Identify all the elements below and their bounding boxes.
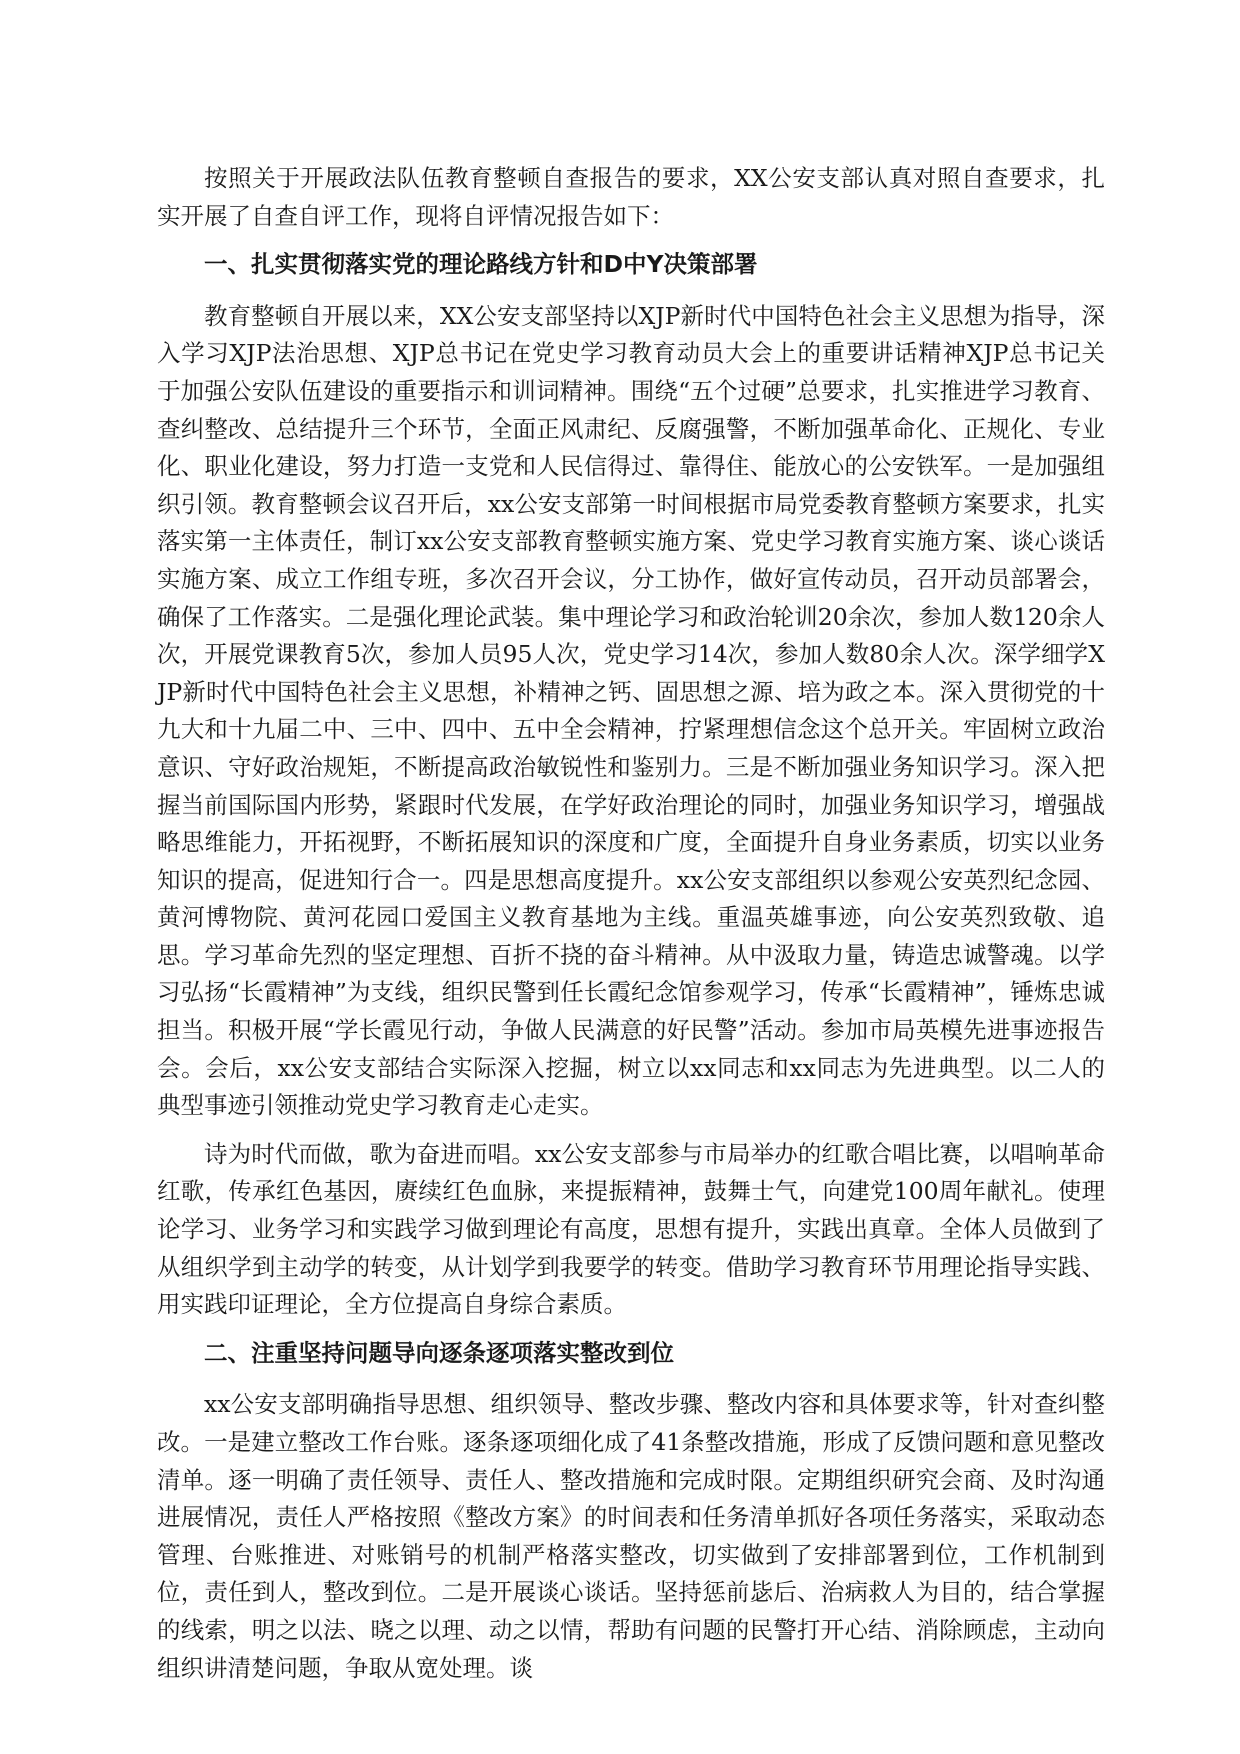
- intro-paragraph: 按照关于开展政法队伍教育整顿自查报告的要求，XX公安支部认真对照自查要求，扎实开展了自查自评工作，现将自评情况报告如下：: [157, 164, 1105, 230]
- section-2-paragraph-1: xx公安支部明确指导思想、组织领导、整改步骤、整改内容和具体要求等，针对查纠整改。一是建立整改工作台账。逐条逐项细化成了41条整改措施，形成了反馈问题和意见整改清单。逐一明确了责任领导、责任人、整改措施和完成时限。定期组织研究会商、及时沟通进展情况，责任人严格按照《整改方案》的时间表和任务清单抓好各项任务落实，采取动态管理、台账推进、对账销号的机制严格落实整改，切实做到了安排部署到位，工作机制到位，责任到人，整改到位。二是开展谈心谈话。坚持惩前毖后、治病救人为目的，结合掌握的线索，明之以法、晓之以理、动之以情，帮助有问题的民警打开心结、消除顾虑，主动向组织讲清楚问题，争取从宽处理。谈: [157, 1390, 1105, 1682]
- section-2-heading: 二、注重坚持问题导向逐条逐项落实整改到位: [204, 1338, 674, 1367]
- document-body: [157, 160, 1105, 1698]
- section-1-paragraph-1: 教育整顿自开展以来，XX公安支部坚持以XJP新时代中国特色社会主义思想为指导，深入学习XJP法治思想、XJP总书记在党史学习教育动员大会上的重要讲话精神XJP总书记关于加强公安队伍建设的重要指示和训词精神。围绕“五个过硬”总要求，扎实推进学习教育、查纠整改、总结提升三个环节，全面正风肃纪、反腐强警，不断加强革命化、正规化、专业化、职业化建设，努力打造一支党和人民信得过、靠得住、能放心的公安铁军。一是加强组织引领。教育整顿会议召开后，xx公安支部第一时间根据市局党委教育整顿方案要求，扎实落实第一主体责任，制订xx公安支部教育整顿实施方案、党史学习教育实施方案、谈心谈话实施方案、成立工作组专班，多次召开会议，分工协作，做好宣传动员，召开动员部署会，确保了工作落实。二是强化理论武装。集中理论学习和政治轮训20余次，参加人数120余人次，开展党课教育5次，参加人员95人次，党史学习14次，参加人数80余人次。深学细学XJP新时代中国特色社会主义思想，补精神之钙、固思想之源、培为政之本。深入贯彻党的十九大和十九届二中、三中、四中、五中全会精神，拧紧理想信念这个总开关。牢固树立政治意识、守好政治规矩，不断提高政治敏锐性和鉴别力。三是不断加强业务知识学习。深入把握当前国际国内形势，紧跟时代发展，在学好政治理论的同时，加强业务知识学习，增强战略思维能力，开拓视野，不断拓展知识的深度和广度，全面提升自身业务素质，切实以业务知识的提高，促进知行合一。四是思想高度提升。xx公安支部组织以参观公安英烈纪念园、黄河博物院、黄河花园口爱国主义教育基地为主线。重温英雄事迹，向公安英烈致敬、追思。学习革命先烈的坚定理想、百折不挠的奋斗精神。从中汲取力量，铸造忠诚警魂。以学习弘扬“长霞精神”为支线，组织民警到任长霞纪念馆参观学习，传承“长霞精神”，锤炼忠诚担当。积极开展“学长霞见行动，争做人民满意的好民警”活动。参加市局英模先进事迹报告会。会后，xx公安支部结合实际深入挖掘，树立以xx同志和xx同志为先进典型。以二人的典型事迹引领推动党史学习教育走心走实。: [157, 301, 1105, 1120]
- section-1-paragraph-2: 诗为时代而做，歌为奋进而唱。xx公安支部参与市局举办的红歌合唱比赛，以唱响革命红歌，传承红色基因，赓续红色血脉，来提振精神，鼓舞士气，向建党100周年献礼。使理论学习、业务学习和实践学习做到理论有高度，思想有提升，实践出真章。全体人员做到了从组织学到主动学的转变，从计划学到我要学的转变。借助学习教育环节用理论指导实践、用实践印证理论，全方位提高自身综合素质。: [157, 1139, 1105, 1319]
- section-1-heading: 一、扎实贯彻落实党的理论路线方针和D中Y决策部署: [204, 250, 758, 279]
